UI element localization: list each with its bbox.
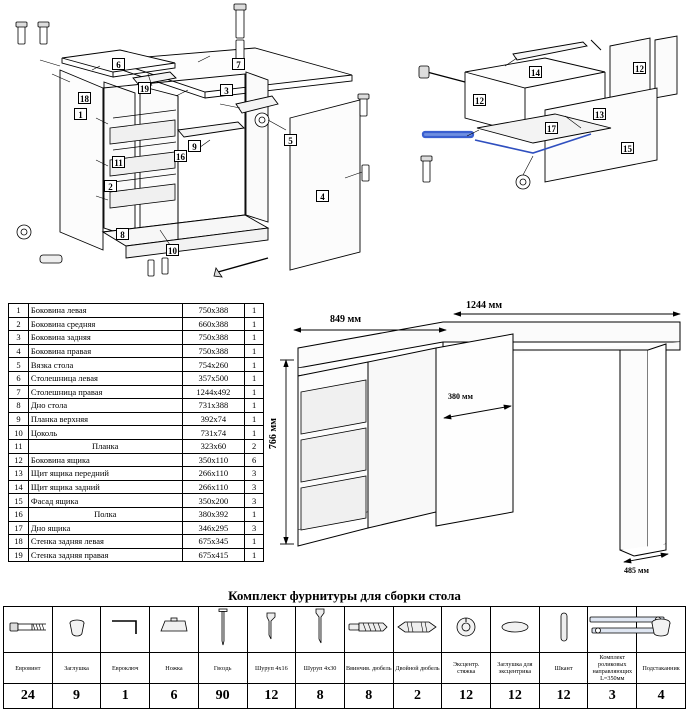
cam-lock-icon (453, 627, 479, 644)
table-row (9, 548, 264, 562)
exploded-view-cabinet (0, 0, 400, 295)
part-number: 13 (9, 467, 29, 481)
part-number: 9 (9, 412, 29, 426)
callout-17: 17 (547, 124, 556, 134)
table-row (9, 412, 264, 426)
desk-dimension-drawing (268, 300, 689, 585)
kit-icon-cell (247, 607, 296, 653)
desk-3d-svg (268, 300, 689, 585)
parts-table (8, 303, 264, 562)
kit-icon-cell (539, 607, 588, 653)
part-size: 323x60 (182, 439, 245, 453)
part-name: Щит ящика задний (28, 480, 182, 494)
callout-7: 7 (232, 58, 245, 70)
callout-6: 6 (112, 58, 125, 70)
kit-icon-cell (296, 607, 345, 653)
part-qty: 3 (245, 480, 264, 494)
part-name: Столешница правая (28, 385, 182, 399)
table-row (9, 521, 264, 535)
kit-label: Шуруп 4x16 (247, 653, 296, 684)
kit-count: 12 (491, 684, 540, 709)
kit-title: Комплект фурнитуры для сборки стола (228, 588, 461, 603)
kit-label: Ввинчив. дюбель (344, 653, 393, 684)
table-row (9, 507, 264, 521)
callout-5: 5 (284, 134, 297, 146)
cup-holder-icon (648, 625, 674, 642)
part-qty: 1 (245, 385, 264, 399)
part-size: 731x74 (182, 426, 245, 440)
part-number: 12 (9, 453, 29, 467)
kit-label: Заглушка для эксцентрика (491, 653, 540, 684)
kit-icon-cell (442, 607, 491, 653)
part-qty: 1 (245, 535, 264, 549)
part-number: 14 (9, 480, 29, 494)
part-size: 731x388 (182, 399, 245, 413)
kit-count: 8 (344, 684, 393, 709)
kit-count: 12 (539, 684, 588, 709)
dim-height: 766 мм (268, 418, 279, 450)
dowel-icon (558, 631, 570, 648)
part-name: Полка (28, 507, 182, 521)
part-number: 15 (9, 494, 29, 508)
kit-count: 9 (52, 684, 101, 709)
kit-count: 1 (101, 684, 150, 709)
part-size: 346x295 (182, 521, 245, 535)
dim-left-width: 849 мм (330, 314, 362, 325)
kit-counts-row (4, 684, 686, 709)
part-qty: 3 (245, 494, 264, 508)
kit-count: 24 (4, 684, 53, 709)
table-row (9, 399, 264, 413)
kit-label: Шкант (539, 653, 588, 684)
table-row (9, 304, 264, 318)
kit-count: 12 (247, 684, 296, 709)
part-qty: 1 (245, 507, 264, 521)
part-number: 5 (9, 358, 29, 372)
part-qty: 2 (245, 439, 264, 453)
callout-16: 16 (176, 152, 185, 162)
table-row (9, 358, 264, 372)
hardware-kit-table (3, 606, 686, 709)
part-number: 17 (9, 521, 29, 535)
part-size: 750x388 (182, 331, 245, 345)
kit-label: Гвоздь (198, 653, 247, 684)
part-number: 6 (9, 371, 29, 385)
part-qty: 1 (245, 412, 264, 426)
part-qty: 1 (245, 344, 264, 358)
part-qty: 1 (245, 371, 264, 385)
kit-icon-cell (588, 607, 637, 653)
kit-icon-cell (101, 607, 150, 653)
table-row (9, 344, 264, 358)
part-qty: 6 (245, 453, 264, 467)
part-size: 357x500 (182, 371, 245, 385)
drawer-exploded-svg (405, 10, 689, 200)
part-name: Дно стола (28, 399, 182, 413)
kit-count: 8 (296, 684, 345, 709)
kit-icon-cell (52, 607, 101, 653)
part-name: Боковина правая (28, 344, 182, 358)
part-qty: 1 (245, 304, 264, 318)
part-name: Стенка задняя правая (28, 548, 182, 562)
part-name: Боковина ящика (28, 453, 182, 467)
screw-4x16-icon (265, 630, 277, 647)
part-number: 10 (9, 426, 29, 440)
exploded-view-drawer (405, 10, 689, 200)
part-number: 4 (9, 344, 29, 358)
part-number: 2 (9, 317, 29, 331)
callout-12a: 12 (475, 96, 484, 106)
kit-count: 2 (393, 684, 442, 709)
callout-4: 4 (316, 190, 329, 202)
screw-in-dowel-icon (347, 622, 391, 639)
foot-icon (157, 624, 191, 641)
dim-total-width: 1244 мм (466, 300, 503, 311)
part-number: 7 (9, 385, 29, 399)
part-qty: 3 (245, 521, 264, 535)
part-name: Цоколь (28, 426, 182, 440)
part-size: 380x392 (182, 507, 245, 521)
callout-18: 18 (80, 94, 89, 104)
part-number: 8 (9, 399, 29, 413)
kit-label: Ножка (150, 653, 199, 684)
kit-label: Заглушка (52, 653, 101, 684)
kit-label: Евроключ (101, 653, 150, 684)
part-name: Планка верхняя (28, 412, 182, 426)
part-number: 1 (9, 304, 29, 318)
callout-10: 10 (168, 246, 177, 256)
kit-icon-cell (344, 607, 393, 653)
part-qty: 3 (245, 467, 264, 481)
kit-count: 3 (588, 684, 637, 709)
table-row (9, 535, 264, 549)
table-row (9, 439, 264, 453)
part-name: Дно ящика (28, 521, 182, 535)
callout-2: 2 (104, 180, 117, 192)
part-name: Боковина задняя (28, 331, 182, 345)
part-qty: 1 (245, 331, 264, 345)
part-qty: 1 (245, 548, 264, 562)
part-name: Фасад ящика (28, 494, 182, 508)
dim-shelf-depth: 380 мм (448, 392, 473, 401)
nail-icon (217, 634, 229, 651)
part-number: 18 (9, 535, 29, 549)
callout-15: 15 (623, 144, 632, 154)
kit-icons-row (4, 607, 686, 653)
table-row (9, 480, 264, 494)
kit-count: 12 (442, 684, 491, 709)
kit-icon-cell (4, 607, 53, 653)
callout-1: 1 (74, 108, 87, 120)
part-number: 11 (9, 439, 29, 453)
callout-11: 11 (112, 156, 125, 168)
cam-cap-icon (499, 622, 531, 639)
part-size: 350x110 (182, 453, 245, 467)
part-size: 750x388 (182, 304, 245, 318)
part-size: 350x200 (182, 494, 245, 508)
kit-labels-row (4, 653, 686, 684)
kit-icon-cell (150, 607, 199, 653)
kit-icon-cell (491, 607, 540, 653)
part-size: 266x110 (182, 467, 245, 481)
kit-count: 90 (198, 684, 247, 709)
part-name: Столешница левая (28, 371, 182, 385)
table-row (9, 494, 264, 508)
euro-key-icon (108, 625, 142, 642)
screw-4x30-icon (314, 634, 326, 651)
callout-12b: 12 (635, 64, 644, 74)
kit-label: Комплект роликовых направляющих L=350мм (588, 653, 637, 684)
part-size: 675x345 (182, 535, 245, 549)
part-size: 750x388 (182, 344, 245, 358)
kit-icon-cell (198, 607, 247, 653)
part-number: 16 (9, 507, 29, 521)
dim-leg-depth: 485 мм (624, 566, 649, 575)
part-name: Планка (28, 439, 182, 453)
kit-label: Подстаканник (637, 653, 686, 684)
table-row (9, 385, 264, 399)
part-qty: 1 (245, 358, 264, 372)
part-name: Стенка задняя левая (28, 535, 182, 549)
callout-8: 8 (116, 228, 129, 240)
table-row (9, 453, 264, 467)
callout-9: 9 (188, 140, 201, 152)
part-size: 1244x492 (182, 385, 245, 399)
table-row (9, 426, 264, 440)
double-dowel-icon (395, 621, 439, 638)
part-number: 3 (9, 331, 29, 345)
kit-count: 4 (637, 684, 686, 709)
part-size: 266x110 (182, 480, 245, 494)
part-number: 19 (9, 548, 29, 562)
kit-count: 6 (150, 684, 199, 709)
part-qty: 1 (245, 399, 264, 413)
part-qty: 1 (245, 426, 264, 440)
kit-label: Евровинт (4, 653, 53, 684)
kit-label: Эксцентр. стяжка (442, 653, 491, 684)
cap-icon (65, 624, 89, 641)
kit-label: Двойной дюбель (393, 653, 442, 684)
table-row (9, 317, 264, 331)
part-name: Боковина средняя (28, 317, 182, 331)
callout-13: 13 (595, 110, 604, 120)
kit-label: Шуруп 4x30 (296, 653, 345, 684)
part-size: 660x388 (182, 317, 245, 331)
part-name: Боковина левая (28, 304, 182, 318)
callout-19: 19 (140, 84, 149, 94)
euro-screw-icon (8, 622, 48, 639)
table-row (9, 371, 264, 385)
parts-table-body (9, 304, 264, 562)
part-size: 392x74 (182, 412, 245, 426)
part-size: 754x260 (182, 358, 245, 372)
part-name: Вязка стола (28, 358, 182, 372)
kit-icon-cell (393, 607, 442, 653)
part-size: 675x415 (182, 548, 245, 562)
part-qty: 1 (245, 317, 264, 331)
table-row (9, 331, 264, 345)
part-name: Щит ящика передний (28, 467, 182, 481)
callout-3: 3 (220, 84, 233, 96)
callout-14: 14 (531, 68, 540, 78)
table-row (9, 467, 264, 481)
